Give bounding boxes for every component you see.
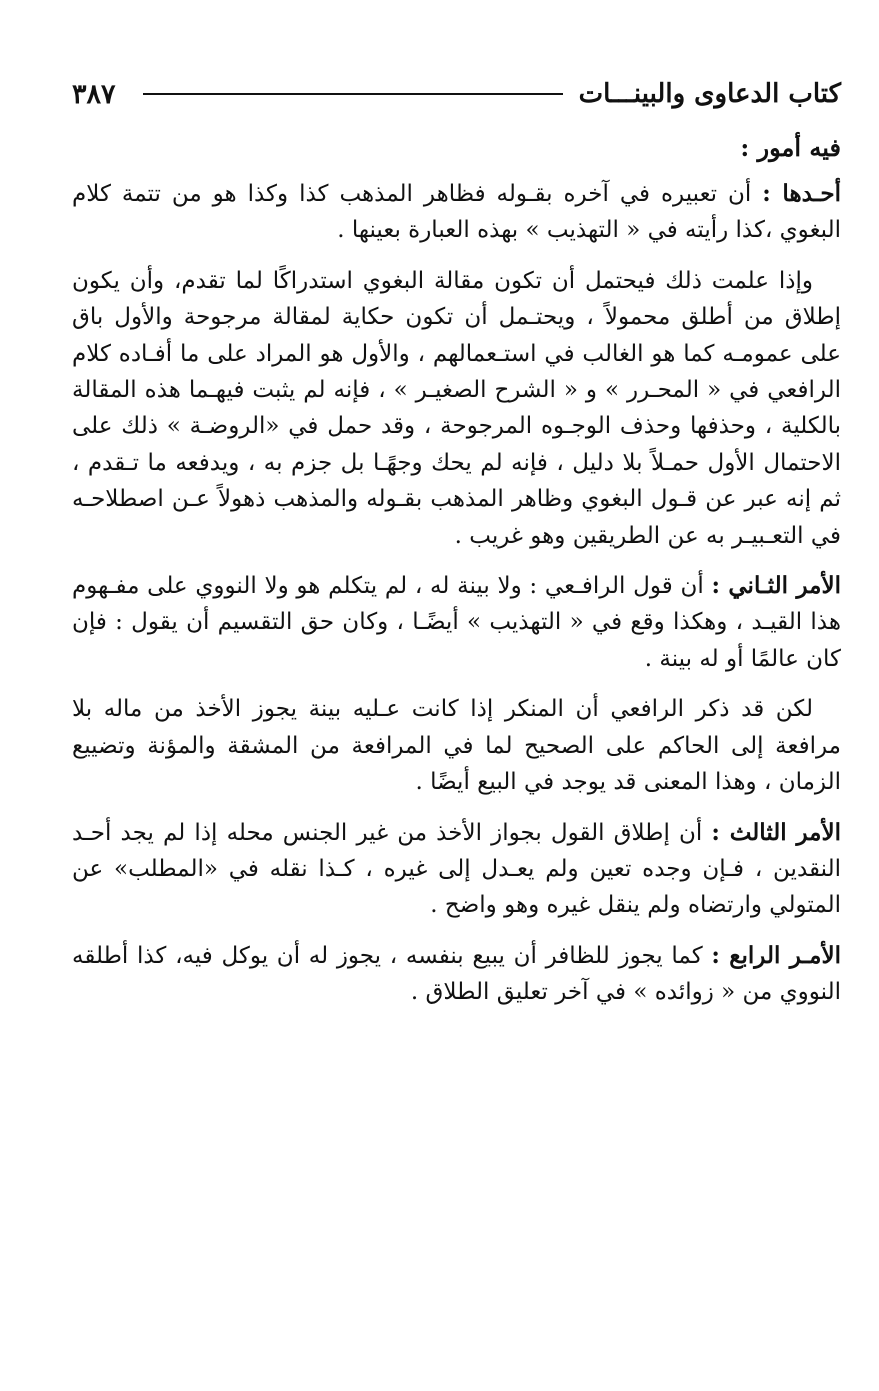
paragraph-discussion — [72, 263, 841, 554]
paragraph-fourth — [72, 938, 841, 1011]
paragraph-first — [72, 176, 841, 249]
running-header — [72, 70, 841, 118]
paragraph-lead: الأمر الثـاني : — [711, 572, 841, 600]
page-number: ٣٨٧ — [72, 78, 116, 110]
paragraph-second — [72, 568, 841, 677]
body-text — [72, 130, 841, 1011]
paragraph-text: أن تعبيره في آخره بقـوله فظاهر المذهب كذا وكذا هو من تتمة كلام البغوي ،كذا رأيته في « التهذيب » بهذه العبارة بعينها . — [72, 181, 841, 244]
running-title: كتاب الدعاوى والبينـــات — [578, 79, 841, 109]
paragraph-text: لكن قد ذكر الرافعي أن المنكر إذا كانت عـليه بينة يجوز الأخذ من ماله بلا مرافعة إلى الحاكم على الصحيح لما في المرافعة من المشقة والمؤنة وتضييع الزمان ، وهذا المعنى قد يوجد في البيع أيضًا . — [72, 696, 841, 796]
intro-line: فيه أمور : — [740, 133, 841, 162]
paragraph-text: أن إطلاق القول بجواز الأخذ من غير الجنس محله إذا لم يجد أحـد النقدين ، فـإن وجده تعين ولم يعـدل إلى غيره ، كـذا نقله في «المطلب» عن المتولي وارتضاه ولم ينقل غيره وهو واضح . — [72, 819, 841, 919]
paragraph-lead: الأمر الثالث : — [711, 818, 841, 846]
paragraph-lead: أحـدها : — [762, 180, 841, 207]
paragraph-note — [72, 691, 841, 800]
paragraph-text: أن قول الرافـعي : ولا بينة له ، لم يتكلم هو ولا النووي على مفـهوم هذا القيـد ، وهكذا وقع في « التهذيب » أيضًـا ، وكان حق التقسيم أن يقول : فإن كان عالمًا أو له بينة . — [72, 573, 841, 672]
paragraph-lead: الأمـر الرابع : — [711, 941, 841, 969]
paragraph-third — [72, 815, 841, 924]
header-rule — [143, 93, 563, 95]
paragraph-text: كما يجوز للظافر أن يبيع بنفسه ، يجوز له أن يوكل فيه، كذا أطلقه النووي من « زوائده » في آخر تعليق الطلاق . — [72, 942, 841, 1006]
paragraph-text: وإذا علمت ذلك فيحتمل أن تكون مقالة البغوي استدراكًا لما تقدم، وأن يكون إطلاق من أطلق محمولاً ، ويحتـمل أن تكون حكاية لمقالة مرجوحة والأول باق على عمومـه كما هو الغالب في استـعمالهم ، والأول هو المراد على ما أفـاده كلام الرافعي في « المحـرر » و « الشرح الصغيـر » ، فإنه لم يثبت فيهـما هذه المقالة بالكلية ، وحذفها وحذف الوجـوه المرجوحة ، وقد حمل في «الروضـة » ذلك على الاحتمال الأول حمـلاً بلا دليل ، فإنه لم يحك وجهًـا بل جزم به ، ويدفعه ما تـقدم ، ثم إنه عبر عن قـول البغوي وظاهر المذهب بقـوله والمذهب ذهولاً عـن اصطلاحـه في التعـبيـر به عن الطريقين وهو غريب . — [72, 267, 841, 549]
